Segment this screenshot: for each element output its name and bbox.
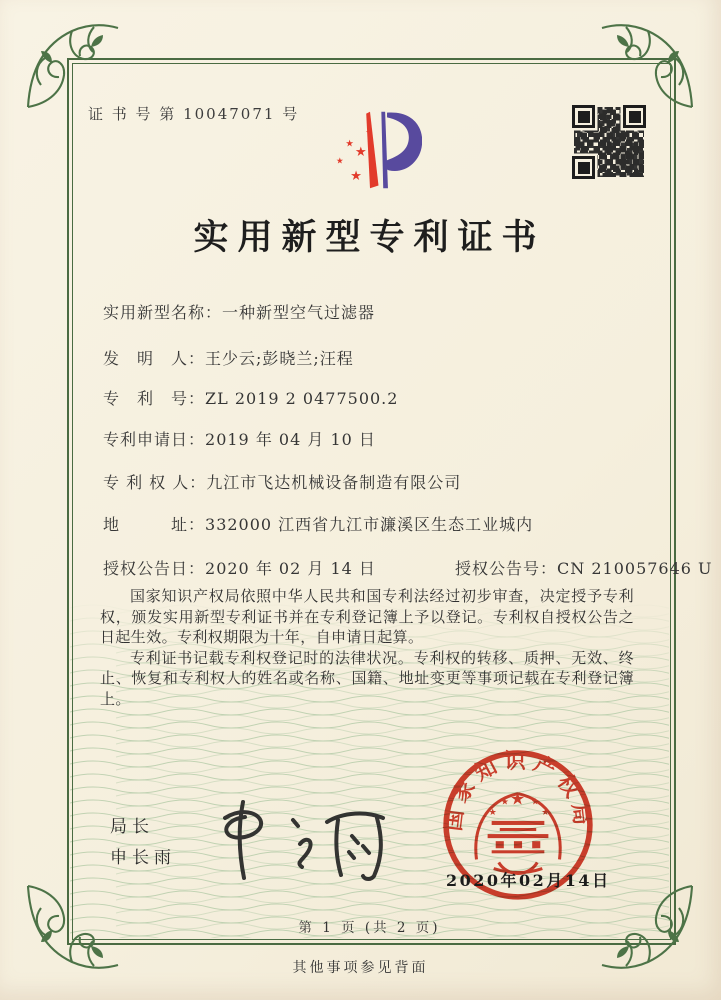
- field-value: 九江市飞达机械设备制造有限公司: [206, 473, 462, 492]
- svg-text:★: ★: [509, 789, 526, 810]
- field-value: 2019 年 04 月 10 日: [205, 430, 376, 449]
- director-signature-graphic: [205, 796, 395, 884]
- back-note: 其他事项参见背面: [292, 960, 429, 976]
- field-value: 332000 江西省九江市濂溪区生态工业城内: [205, 515, 534, 534]
- corner-flourish-icon: [22, 13, 122, 113]
- director-name: 申长雨: [110, 848, 176, 868]
- field-row-filing-date: [103, 427, 376, 450]
- qr-finder-icon: [572, 156, 595, 179]
- field-row-address: [103, 512, 533, 535]
- svg-text:★: ★: [500, 797, 509, 808]
- svg-text:★: ★: [488, 807, 497, 818]
- corner-flourish-icon: [598, 13, 698, 113]
- field-value: ZL 2019 2 0477500.2: [205, 389, 399, 408]
- field-row-patent-no: [103, 386, 398, 409]
- cnipa-logo-icon: [318, 102, 422, 198]
- svg-text:★: ★: [531, 797, 540, 808]
- field-row-patentee: [103, 470, 461, 493]
- certificate-title: 实用新型专利证书: [193, 217, 546, 258]
- body-paragraph-2: 专利证书记载专利权登记时的法律状况。专利权的转移、质押、无效、终止、恢复和专利权人的姓名或名称、国籍、地址变更等事项记载在专利登记簿上。: [100, 648, 634, 708]
- qr-finder-icon: [572, 105, 595, 128]
- grant-no-value: CN 210057646 U: [557, 559, 713, 578]
- svg-text:★: ★: [354, 145, 367, 161]
- field-label: 专 利 权 人：: [103, 473, 207, 492]
- svg-text:★: ★: [335, 156, 344, 167]
- field-row-inventor: [103, 346, 354, 369]
- svg-text:★: ★: [364, 126, 374, 137]
- field-value: 一种新型空气过滤器: [222, 303, 376, 322]
- grant-date-value: 2020 年 02 月 14 日: [205, 559, 376, 578]
- seal-text: 国家知识产权局: [441, 749, 595, 833]
- field-value: 王少云;彭晓兰;汪程: [205, 349, 354, 368]
- page-number: 第 1 页 (共 2 页): [298, 920, 441, 936]
- grant-no-label: 授权公告号：: [455, 559, 558, 578]
- qr-finder-icon: [623, 105, 646, 128]
- director-title: 局长: [110, 817, 154, 837]
- field-label: 专利申请日：: [103, 430, 206, 449]
- qr-code: [572, 105, 646, 179]
- svg-text:★: ★: [350, 168, 363, 184]
- grant-date-label: 授权公告日：: [103, 559, 206, 578]
- body-text: [100, 586, 634, 710]
- field-row-name: [103, 300, 375, 323]
- grant-no-group: [455, 556, 713, 579]
- field-label: 专 利 号：: [103, 389, 206, 408]
- field-label: 地 址：: [103, 515, 206, 534]
- field-row-grant: [103, 556, 713, 579]
- body-paragraph-1: 国家知识产权局依照中华人民共和国专利法经过初步审查，决定授予专利权，颁发实用新型专利证书并在专利登记簿上予以登记。专利权自授权公告之日起生效。专利权期限为十年，自申请日起算。: [100, 587, 634, 647]
- field-label: 实用新型名称：: [103, 303, 223, 322]
- svg-text:★: ★: [345, 138, 354, 150]
- certificate-number: 证 书 号 第 10047071 号: [88, 105, 300, 123]
- svg-text:★: ★: [541, 807, 550, 818]
- field-label: 发 明 人：: [103, 349, 206, 368]
- seal-date: 2020年02月14日: [446, 871, 611, 890]
